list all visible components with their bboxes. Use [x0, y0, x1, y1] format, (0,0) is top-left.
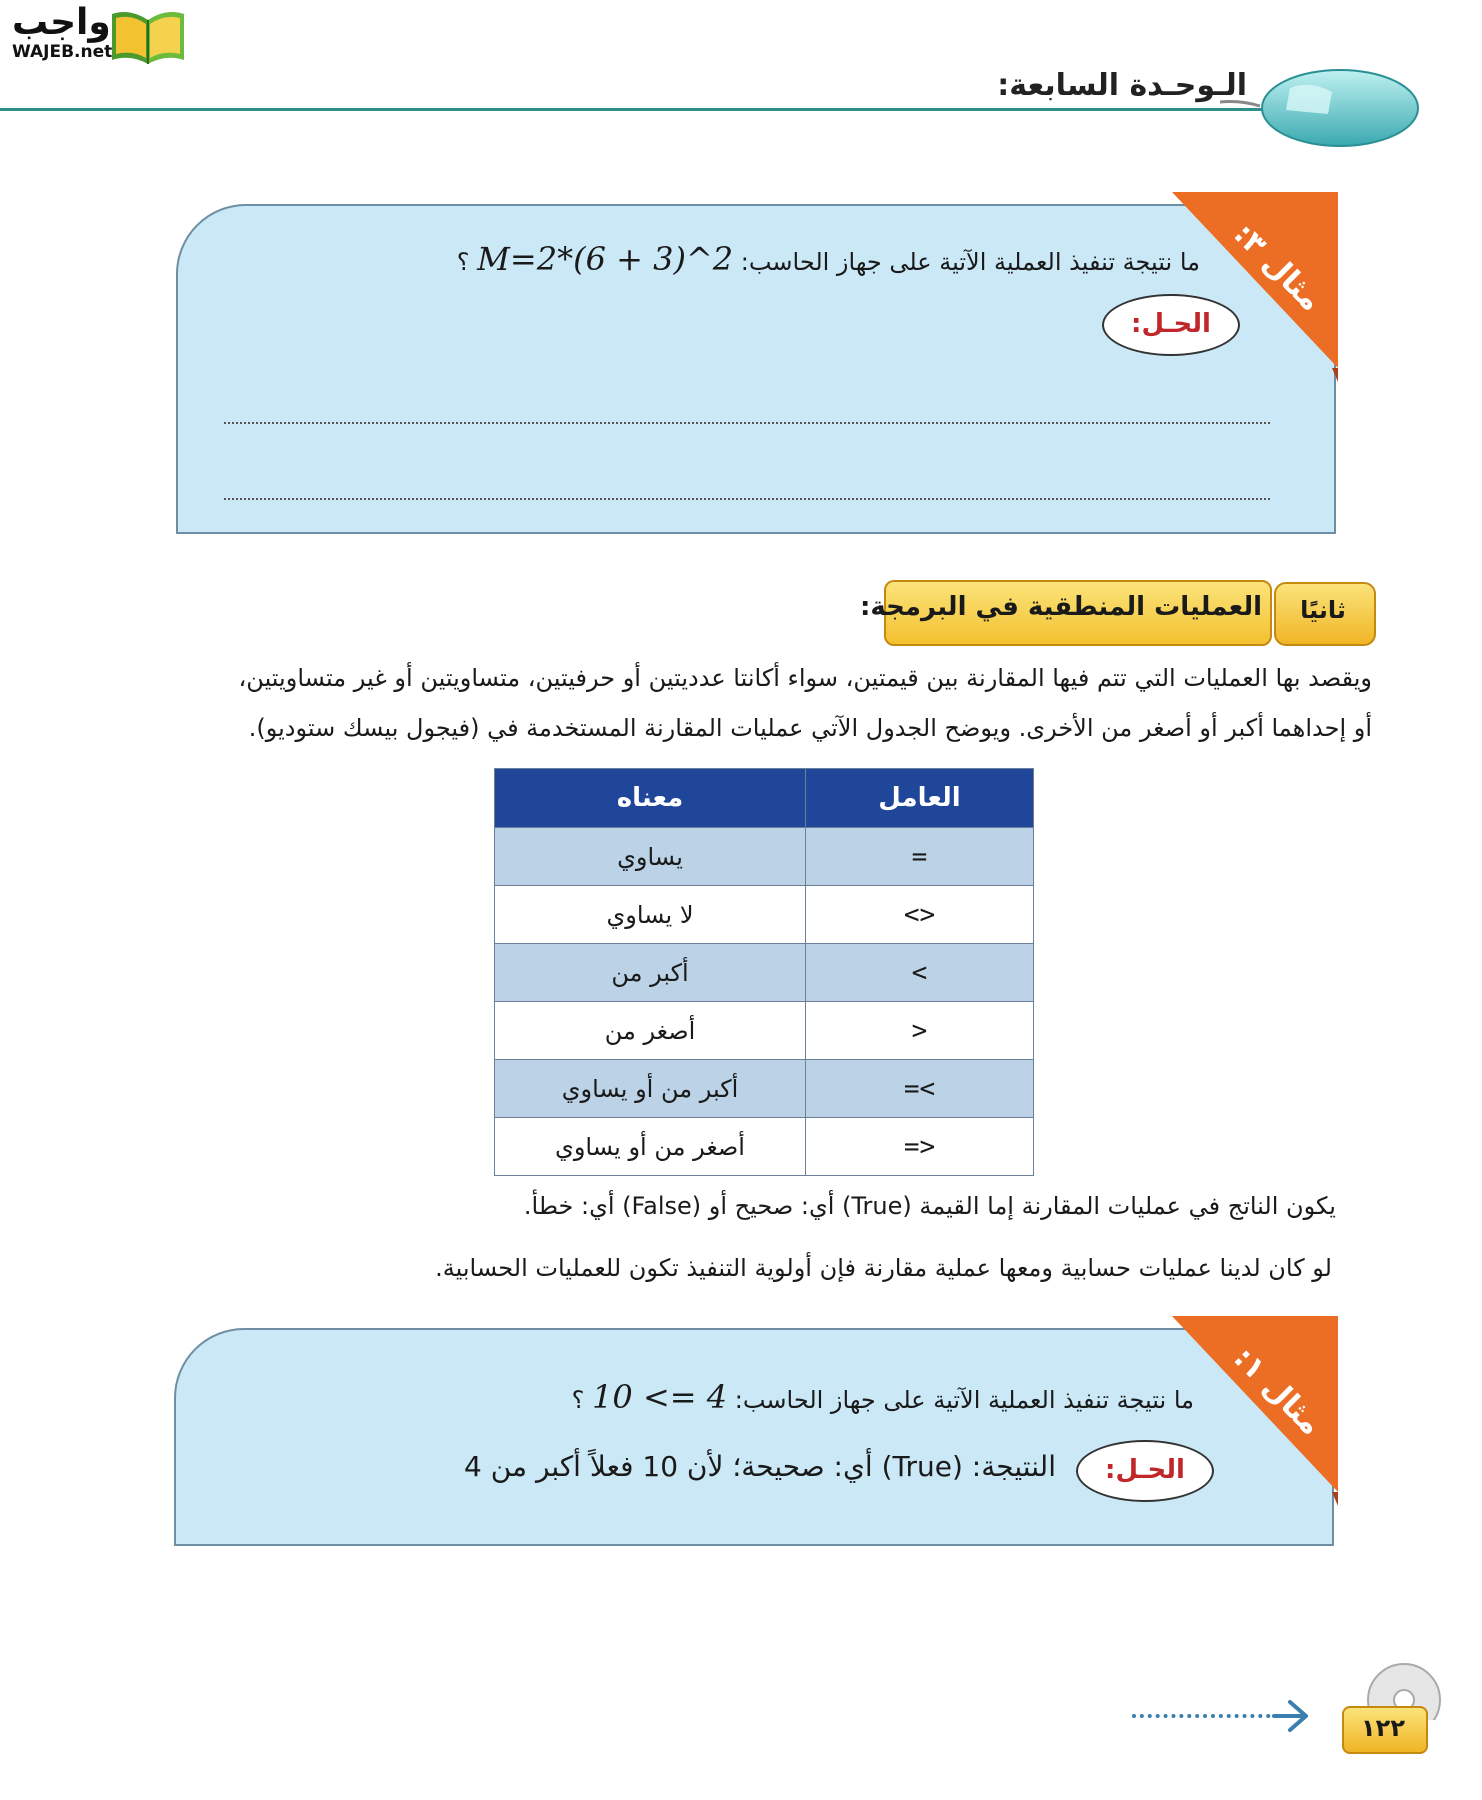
note-line-1: يكون الناتج في عمليات المقارنة إما القيمة (True) أي: صحيح أو (False) أي: خطأ.: [523, 1192, 1336, 1220]
question-mark: ؟: [571, 1386, 585, 1414]
operator-cell: =: [806, 828, 1034, 886]
intro-line-2: أو إحداهما أكبر أو أصغر من الأخرى. ويوضح الجدول الآتي عمليات المقارنة المستخدمة في (فيجول بيسك ستوديو).: [248, 714, 1372, 742]
table-row: [495, 1118, 1034, 1176]
meaning-cell: لا يساوي: [495, 886, 806, 944]
meaning-cell: أصغر من: [495, 1002, 806, 1060]
math-expression: 4 => 10: [592, 1378, 728, 1416]
operator-cell: <: [806, 1002, 1034, 1060]
answer-line-1: [224, 422, 1270, 424]
example-1-answer: النتيجة: (True) أي: صحيحة؛ لأن 10 فعلاً أكبر من 4: [464, 1450, 1056, 1483]
comparison-operators-table: [494, 768, 1034, 1176]
table-header-row: [495, 769, 1034, 828]
header-rule: [0, 108, 1270, 111]
operator-cell: <=: [806, 1118, 1034, 1176]
example-1-box: [174, 1328, 1334, 1546]
computer-mouse-icon: [1220, 62, 1420, 152]
example-1-question: [572, 1378, 1194, 1416]
table-row: [495, 886, 1034, 944]
question-mark: ؟: [456, 248, 470, 276]
operator-cell: >=: [806, 1060, 1034, 1118]
example-3-solution-label: الحـل:: [1102, 294, 1240, 356]
table-row: [495, 828, 1034, 886]
intro-line-1: ويقصد بها العمليات التي تتم فيها المقارنة بين قيمتين، سواء أكانتا عدديتين أو حرفيتين، متساويتين أو غير متساويتين،: [238, 664, 1372, 692]
math-expression: M=2*(6 + 3)^2: [477, 240, 734, 278]
logo-english-text: WAJEB.net: [12, 42, 113, 62]
question-text: ما نتيجة تنفيذ العملية الآتية على جهاز الحاسب:: [740, 248, 1200, 276]
example-1-solution-label: الحـل:: [1076, 1440, 1214, 1502]
operator-column-header: العامل: [806, 769, 1034, 828]
page-number: ١٢٢: [1361, 1714, 1405, 1742]
table-row: [495, 1060, 1034, 1118]
question-text: ما نتيجة تنفيذ العملية الآتية على جهاز الحاسب:: [734, 1386, 1194, 1414]
meaning-cell: أكبر من أو يساوي: [495, 1060, 806, 1118]
operator-cell: >: [806, 944, 1034, 1002]
unit-title: الـوحـدة السابعة:: [997, 68, 1247, 103]
book-logo-icon: [108, 6, 188, 66]
meaning-cell: أصغر من أو يساوي: [495, 1118, 806, 1176]
logo-arabic-text: واجب: [12, 2, 111, 43]
example-3-question: [457, 240, 1200, 278]
meaning-column-header: معناه: [495, 769, 806, 828]
answer-line-2: [224, 498, 1270, 500]
example-1-ribbon-label: مثال ١:: [1226, 1340, 1329, 1443]
meaning-cell: أكبر من: [495, 944, 806, 1002]
operator-cell: <>: [806, 886, 1034, 944]
table-row: [495, 1002, 1034, 1060]
meaning-cell: يساوي: [495, 828, 806, 886]
section-number: ثانيًا: [1300, 596, 1346, 624]
example-3-ribbon-label: مثال ٣:: [1226, 216, 1329, 319]
table-row: [495, 944, 1034, 1002]
arrow-right-icon: [1272, 1696, 1316, 1736]
note-line-2: لو كان لدينا عمليات حسابية ومعها عملية مقارنة فإن أولوية التنفيذ تكون للعمليات الحسابية.: [435, 1254, 1332, 1282]
section-title: العمليات المنطقية في البرمجة:: [860, 592, 1262, 622]
